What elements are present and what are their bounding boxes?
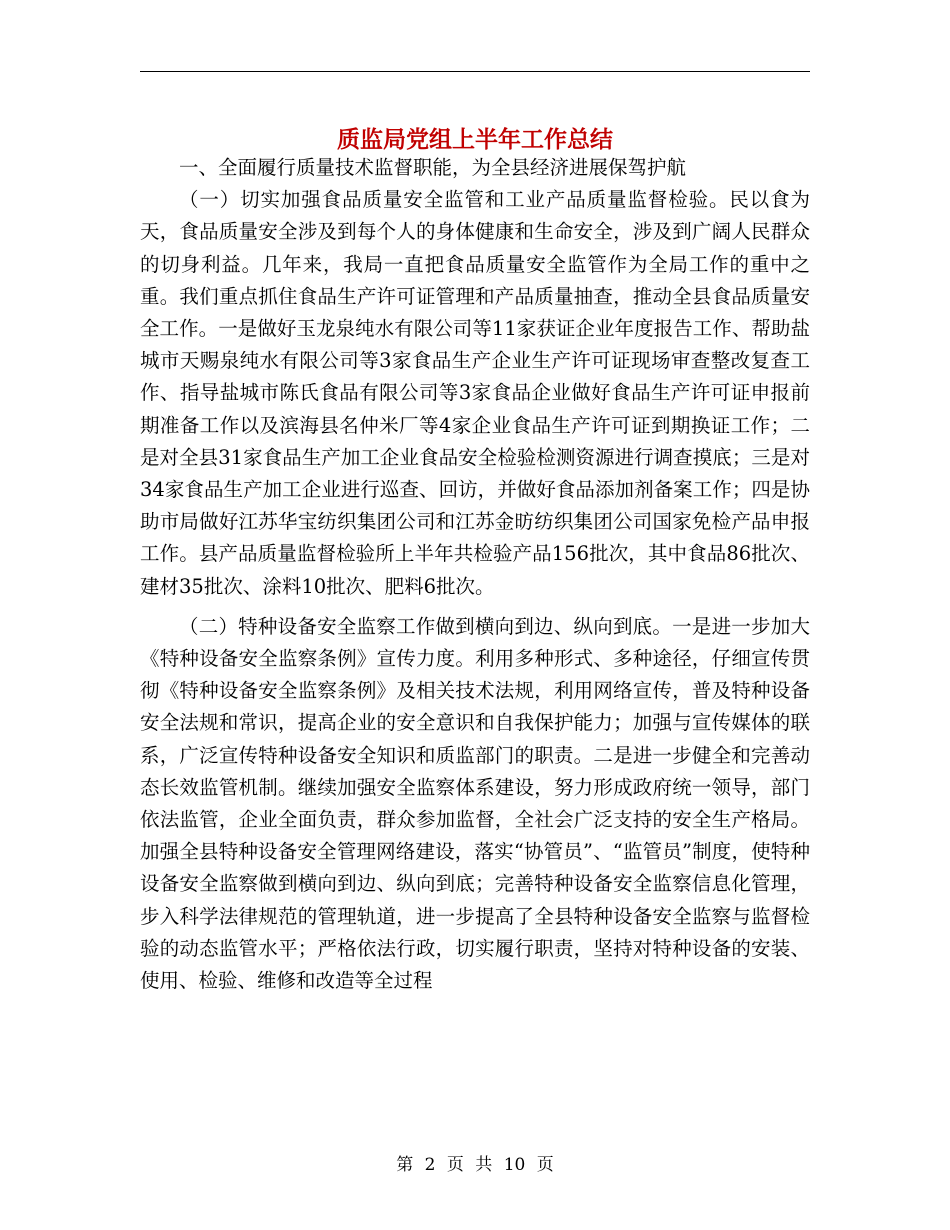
document-body xyxy=(140,152,810,997)
paragraph-special-equipment: （二）特种设备安全监察工作做到横向到边、纵向到底。一是进一步加大《特种设备安全监察条例》宣传力度。利用多种形式、多种途径，仔细宣传贯彻《特种设备安全监察条例》及相关技术法规，利用网络宣传，普及特种设备安全法规和常识，提高企业的安全意识和自我保护能力；加强与宣传媒体的联系，广泛宣传特种设备安全知识和质监部门的职责。二是进一步健全和完善动态长效监管机制。继续加强安全监察体系建设，努力形成政府统一领导，部门依法监管，企业全面负责，群众参加监督，全社会广泛支持的安全生产格局。加强全县特种设备安全管理网络建设，落实“协管员”、“监管员”制度，使特种设备安全监察做到横向到边、纵向到底；完善特种设备安全监察信息化管理，步入科学法律规范的管理轨道，进一步提高了全县特种设备安全监察与监督检验的动态监管水平；严格依法行政，切实履行职责，坚持对特种设备的安装、使用、检验、维修和改造等全过程 xyxy=(140,614,810,993)
section-heading: 一、全面履行质量技术监督职能，为全县经济进展保驾护航 xyxy=(179,156,687,179)
document-title: 质监局党组上半年工作总结 xyxy=(337,126,613,154)
paragraph-food-safety: （一）切实加强食品质量安全监管和工业产品质量监督检验。民以食为天，食品质量安全涉及到每个人的身体健康和生命安全，涉及到广阔人民群众的切身利益。几年来，我局一直把食品质量安全监管作为全局工作的重中之重。我们重点抓住食品生产许可证管理和产品质量抽查，推动全县食品质量安全工作。一是做好玉龙泉纯水有限公司等11家获证企业年度报告工作、帮助盐城市天赐泉纯水有限公司等3家食品生产企业生产许可证现场审查整改复查工作、指导盐城市陈氏食品有限公司等3家食品企业做好食品生产许可证申报前期准备工作以及滨海县名仲米厂等4家企业食品生产许可证到期换证工作；二是对全县31家食品生产加工企业食品安全检验检测资源进行调查摸底；三是对34家食品生产加工企业进行巡查、回访，并做好食品添加剂备案工作；四是协助市局做好江苏华宝纺织集团公司和江苏金昉纺织集团公司国家免检产品申报工作。县产品质量监督检验所上半年共检验产品156批次，其中食品86批次、建材35批次、涂料10批次、肥料6批次。 xyxy=(140,188,810,598)
header-rule xyxy=(140,71,810,72)
page-number: 第 2 页 共 10 页 xyxy=(396,1155,554,1175)
